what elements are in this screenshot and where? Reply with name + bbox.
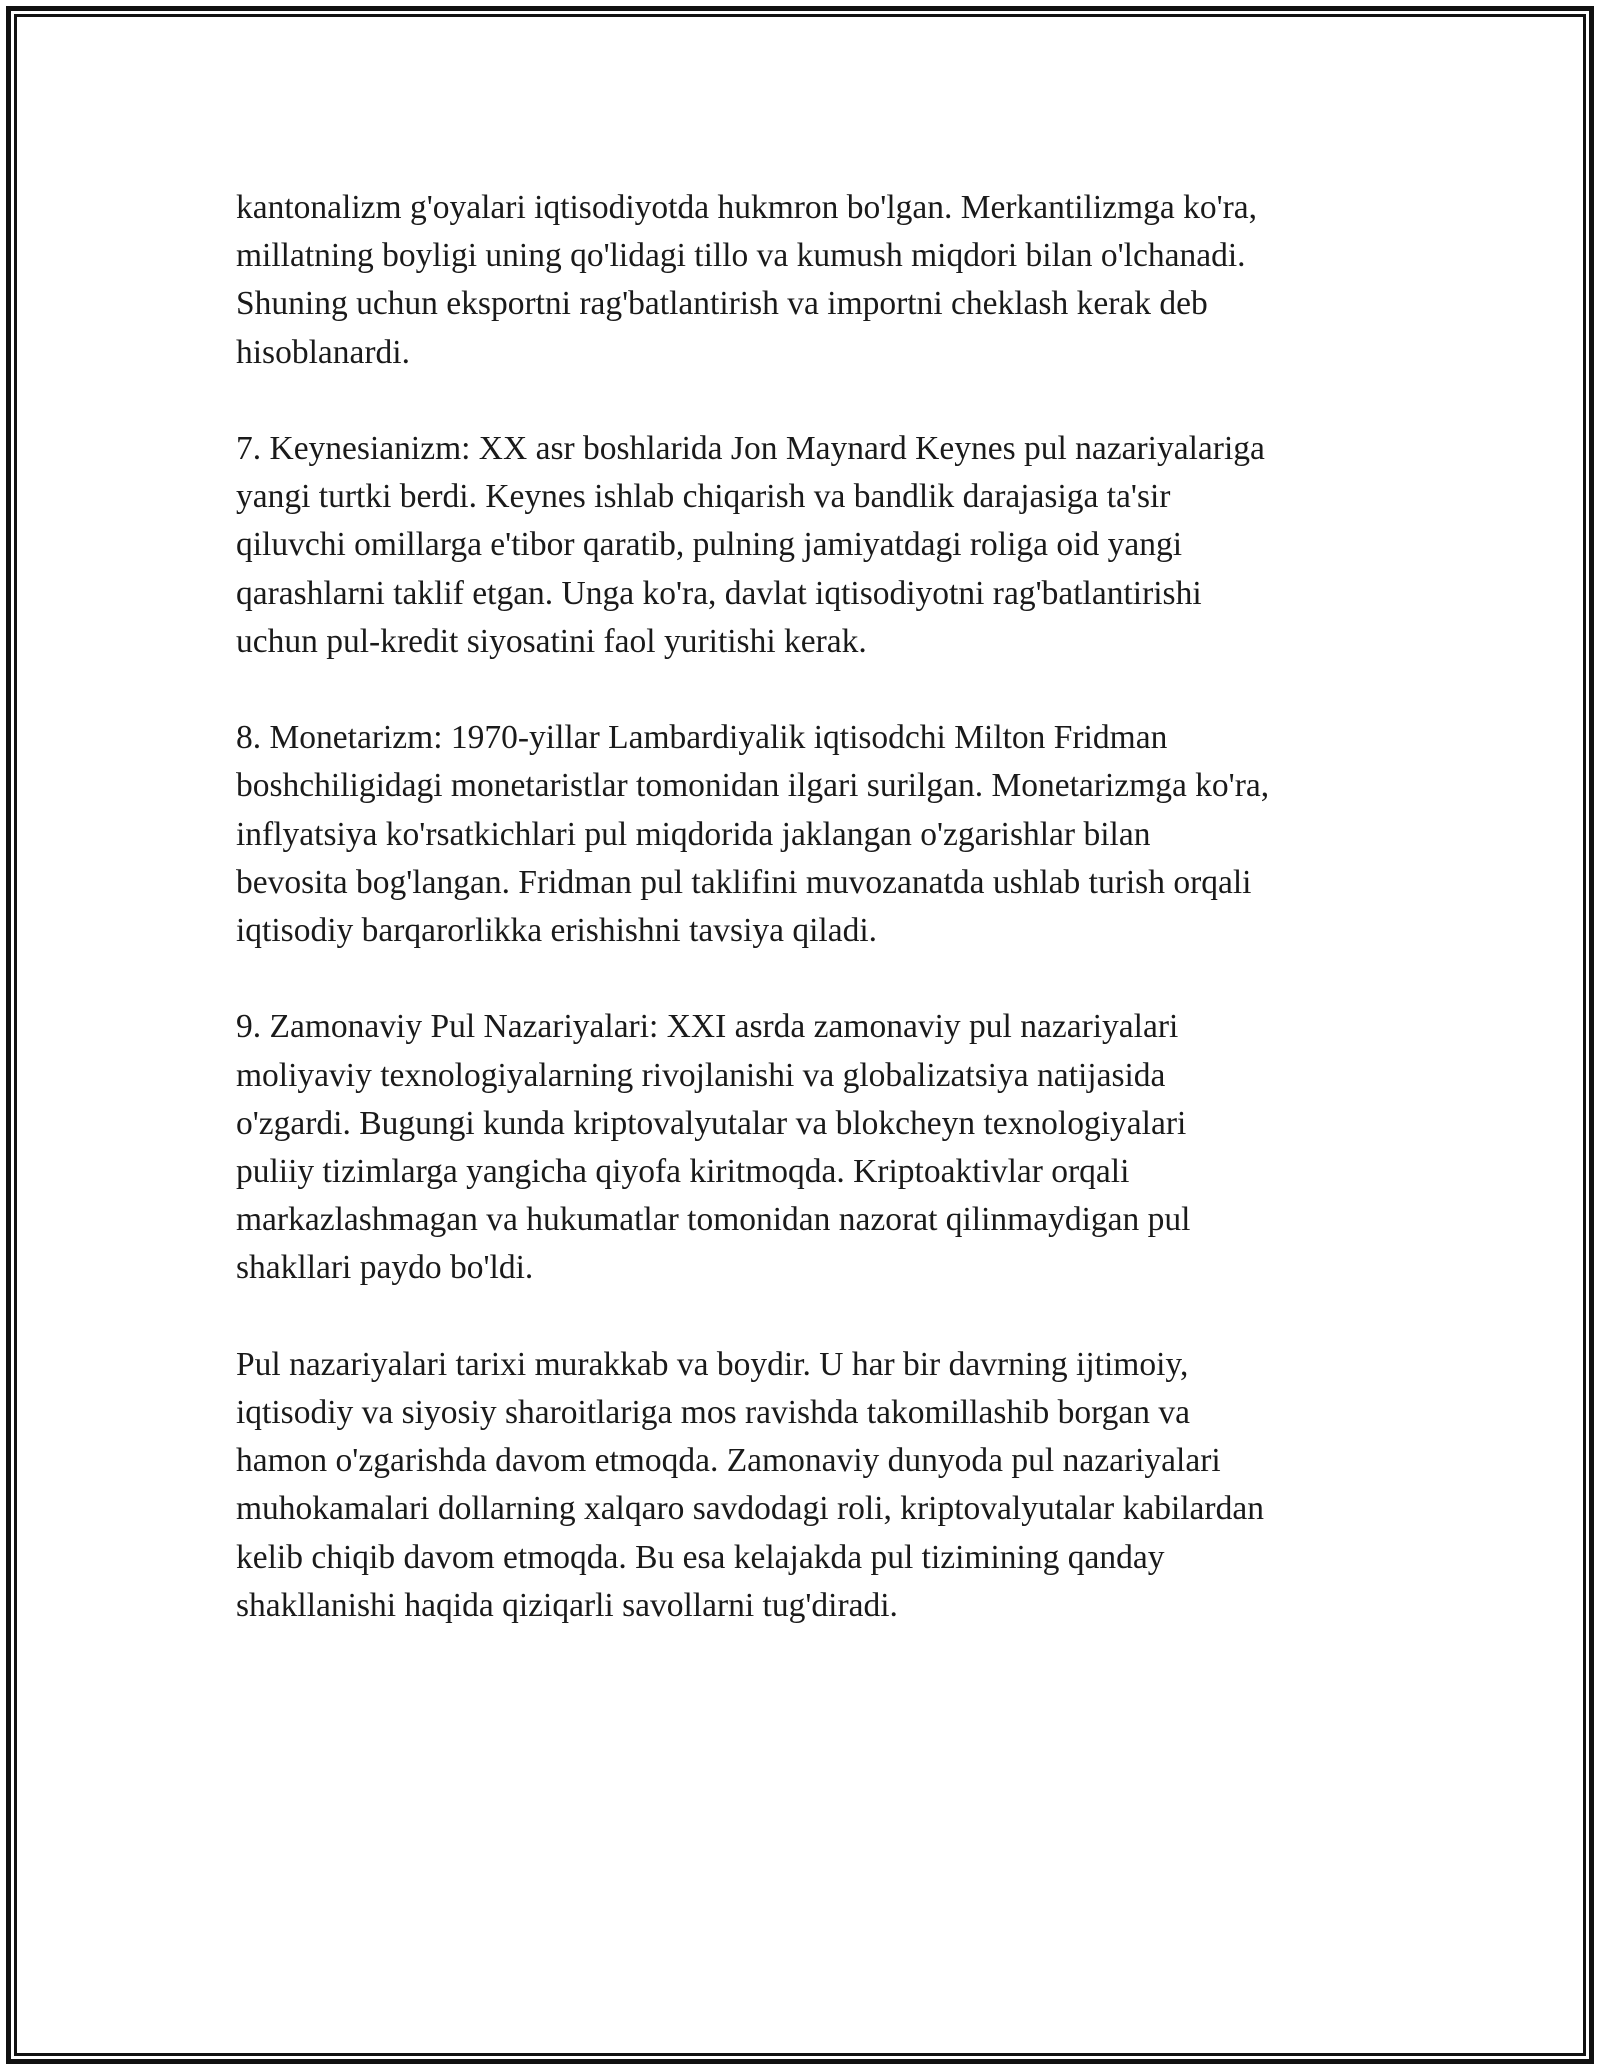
paragraph-modern-money-theories: 9. Zamonaviy Pul Nazariyalari: XXI asrda zamonaviy pul nazariyalari moliyaviy texnologiyalarning rivojlanishi va globalizatsiya natijasida o'zgardi. Bugungi kunda kriptovalyutalar va blokcheyn texnologiyalari puliiy tizimlarga yangicha qiyofa kiritmoqda. Kriptoaktivlar orqali markazlashmagan va hukumatlar tomonidan nazorat qilinmaydigan pul shakllari paydo bo'ldi.	[236, 1008, 1191, 1287]
paragraph-monetarism: 8. Monetarizm: 1970-yillar Lambardiyalik iqtisodchi Milton Fridman boshchiligidagi monetaristlar tomonidan ilgari surilgan. Monetarizmga ko'ra, inflyatsiya ko'rsatkichlari pul miqdorida jaklangan o'zgarishlar bilan bevosita bog'langan. Fridman pul taklifini muvozanatda ushlab turish orqali iqtisodiy barqarorlikka erishishni tavsiya qiladi.	[236, 719, 1270, 950]
paragraph-conclusion: Pul nazariyalari tarixi murakkab va boydir. U har bir davrning ijtimoiy, iqtisodiy va siyosiy sharoitlariga mos ravishda takomillashib borgan va hamon o'zgarishda davom etmoqda. Zamonaviy dunyoda pul nazariyalari muhokamalari dollarning xalqaro savdodagi roli, kriptovalyutalar kabilardan kelib chiqib davom etmoqda. Bu esa kelajakda pul tizimining qanday shakllanishi haqida qiziqarli savollarni tug'diradi.	[236, 1345, 1264, 1624]
paragraph-mercantilism-continued: kantonalizm g'oyalari iqtisodiyotda hukmron bo'lgan. Merkantilizmga ko'ra, millatning boyligi uning qo'lidagi tillo va kumush miqdori bilan o'lchanadi. Shuning uchun eksportni rag'batlantirish va importni cheklash kerak deb hisoblanardi.	[236, 189, 1258, 371]
document-body	[236, 184, 1376, 1678]
paragraph-keynesianism: 7. Keynesianizm: XX asr boshlarida Jon Maynard Keynes pul nazariyalariga yangi turtki berdi. Keynes ishlab chiqarish va bandlik darajasiga ta'sir qiluvchi omillarga e'tibor qaratib, pulning jamiyatdagi roliga oid yangi qarashlarni taklif etgan. Unga ko'ra, davlat iqtisodiyotni rag'batlantirishi uchun pul-kredit siyosatini faol yuritishi kerak.	[236, 430, 1265, 660]
